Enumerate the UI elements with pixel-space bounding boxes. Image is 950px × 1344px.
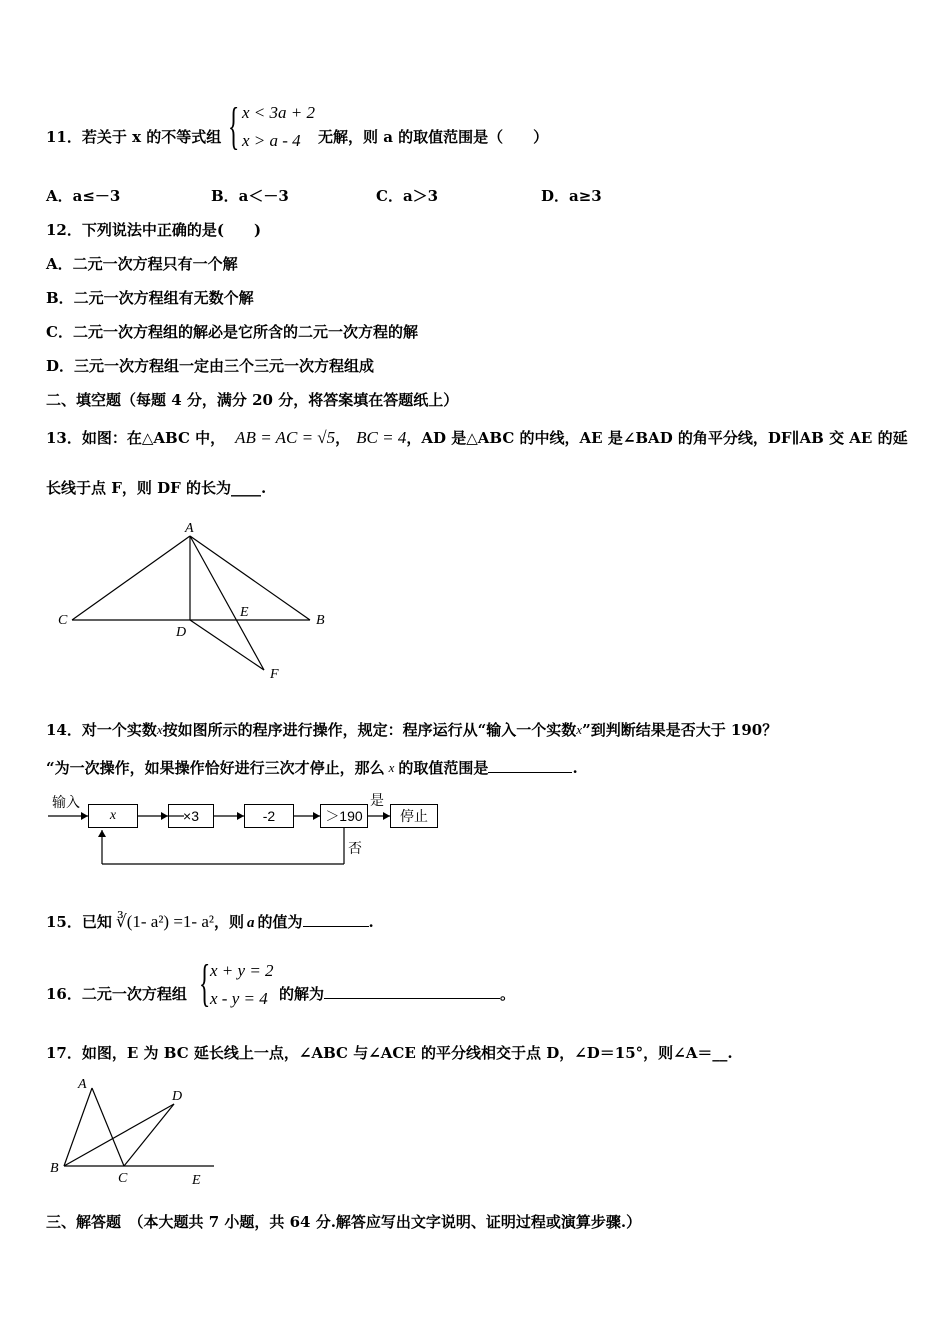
q14-var-x2: x: [576, 722, 583, 737]
q13-label-c: C: [58, 613, 68, 628]
section2-heading: 二、填空题（每题 4 分，满分 20 分，将答案填在答题纸上）: [46, 391, 459, 409]
q14-var-x: x: [156, 722, 163, 737]
q16-brace: {: [199, 955, 211, 1012]
q11-stem: 11．若关于 x 的不等式组: [46, 128, 222, 146]
q14-flow-box-x: x: [88, 804, 138, 828]
q12-option-d: D．三元一次方程组一定由三个三元一次方程组成: [46, 357, 375, 375]
q13-label-b: B: [316, 613, 325, 628]
q13-label-f: F: [270, 667, 279, 682]
q12-option-c: C．二元一次方程组的解必是它所含的二元一次方程的解: [46, 323, 418, 341]
q17-angle-figure: [44, 1074, 234, 1190]
q15-var-a: a: [247, 915, 255, 931]
q12-stem: 12．下列说法中正确的是( ): [46, 221, 262, 239]
q17-label-e: E: [192, 1173, 201, 1188]
q11-brace: {: [228, 98, 240, 155]
q11-option-d: D．a≥3: [541, 187, 602, 205]
q11-option-a: A．a≤－3: [46, 187, 121, 205]
q16-answer-blank[interactable]: [324, 984, 500, 999]
q13-triangle-figure: [50, 518, 350, 684]
q17-stem: 17．如图，E 为 BC 延长线上一点，∠ABC 与∠ACE 的平分线相交于点 D，∠D＝15°，则∠A＝__.: [46, 1044, 733, 1062]
q13-line1: 13．如图：在△ABC 中， AB = AC = √5， BC = 4，AD 是△ABC 的中线，AE 是∠BAD 的角平分线，DF∥AB 交 AE 的延: [46, 428, 908, 447]
q13-eq1: AB = AC = √5: [235, 428, 336, 447]
q13-label-a: A: [185, 521, 194, 536]
q13-label-d: D: [176, 625, 187, 640]
q17-label-c: C: [118, 1171, 128, 1186]
q13-label-e: E: [240, 605, 249, 620]
q11-tail: 无解，则 a 的取值范围是（ ）: [318, 128, 549, 146]
q12-option-b: B．二元一次方程组有无数个解: [46, 289, 254, 307]
q14-flow-yes-label: 是: [370, 792, 384, 808]
q12-option-a: A．二元一次方程只有一个解: [46, 255, 238, 273]
q14-flow-box-subtract: -2: [244, 804, 294, 828]
q14-line2: “为一次操作，如果操作恰好进行三次才停止，那么 x 的取值范围是 .: [46, 759, 578, 777]
q13-line2: 长线于点 F，则 DF 的长为____.: [46, 479, 267, 497]
q14-flow-no-label: 否: [348, 840, 362, 856]
q11-option-c: C．a＞3: [376, 187, 439, 205]
q11-system-line1: x < 3a + 2: [242, 103, 315, 122]
q16-stem: 16．二元一次方程组: [46, 985, 187, 1003]
q14-flow-box-multiply: ×3: [168, 804, 214, 828]
q15-line: 15．已知 ∛(1- a²) =1- a²，则 a 的值为 .: [46, 912, 374, 931]
q17-label-b: B: [50, 1161, 59, 1176]
q14-var-x3: x: [388, 760, 395, 775]
q15-equation: ∛(1- a²) =1- a²: [115, 912, 214, 931]
section3-heading: 三、解答题 （本大题共 7 小题，共 64 分.解答应写出文字说明、证明过程或演算步骤.）: [46, 1213, 642, 1231]
q14-flowchart-lines: [44, 790, 454, 870]
q16-tail: 的解为 。: [279, 985, 516, 1003]
q17-label-d: D: [172, 1089, 183, 1104]
q14-line1: 14．对一个实数x按如图所示的程序进行操作，规定：程序运行从“输入一个实数x”到判断结果是否大于 190？: [46, 721, 778, 739]
q16-system-line1: x + y = 2: [210, 961, 274, 980]
q14-flow-input-label: 输入: [52, 794, 80, 810]
q17-label-a: A: [78, 1077, 87, 1092]
q11-system-line2: x > a - 4: [242, 131, 301, 150]
q13-eq2: BC = 4: [356, 428, 407, 447]
q15-answer-blank[interactable]: [303, 912, 369, 927]
q14-answer-blank[interactable]: [488, 758, 572, 773]
q11-option-b: B．a＜－3: [211, 187, 289, 205]
q16-system-line2: x - y = 4: [210, 989, 268, 1008]
q14-flow-box-stop: 停止: [390, 804, 438, 828]
q14-flow-box-compare: ＞190: [320, 804, 368, 828]
